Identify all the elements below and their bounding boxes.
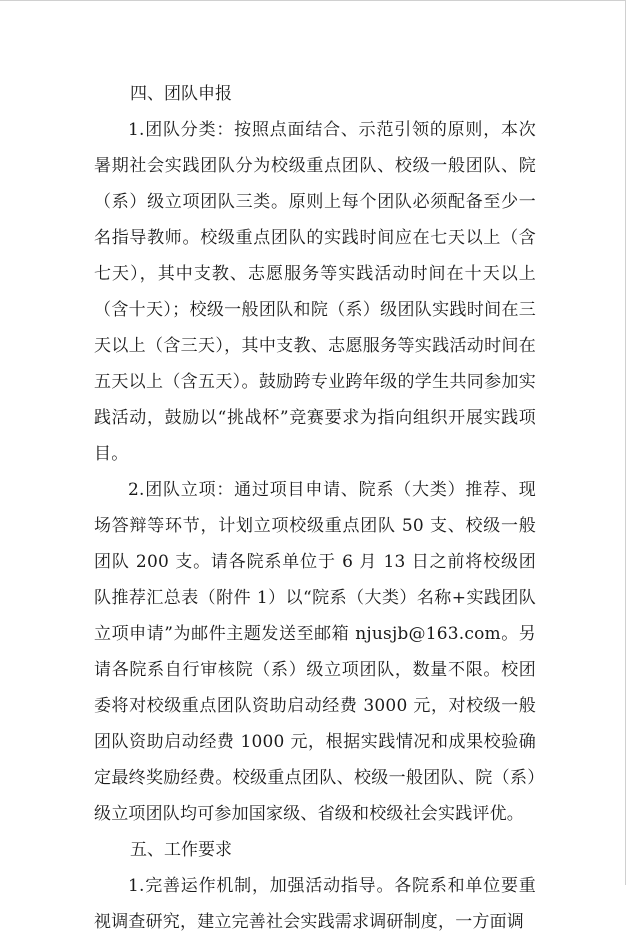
paragraph-team-classification: 1.团队分类：按照点面结合、示范引领的原则，本次暑期社会实践团队分为校级重点团队、校级一般团队、院（系）级立项团队三类。原则上每个团队必须配备至少一名指导教师。校级重点团队的实践时间应在七天以上（含七天），其中支教、志愿服务等实践活动时间在十天以上（含十天）；校级一般团队和院（系）级团队实践时间在三天以上（含三天），其中支教、志愿服务等实践活动时间在五天以上（含五天）。鼓励跨专业跨年级的学生共同参加实践活动，鼓励以“挑战杯”竞赛要求为指向组织开展实践项目。 <box>94 120 536 464</box>
paragraph-operation-mechanism: 1.完善运作机制，加强活动指导。各院系和单位要重视调查研究，建立完善社会实践需求调研制度，一方面调 <box>94 876 536 932</box>
page-border-top <box>0 0 626 1</box>
section-heading-team-application: 四、团队申报 <box>130 84 232 104</box>
section-heading-work-requirements: 五、工作要求 <box>130 840 232 860</box>
paragraph-team-approval: 2.团队立项：通过项目申请、院系（大类）推荐、现场答辩等环节，计划立项校级重点团队 50 支、校级一般团队 200 支。请各院系单位于 6 月 13 日之前将校级团队推荐汇总表（附件 1）以“院系（大类）名称+实践团队立项申请”为邮件主题发送至邮箱 njusjb@163.com。另请各院系自行审核院（系）级立项团队，数量不限。校团委将对校级重点团队资助启动经费 3000 元，对校级一般团队资助启动经费 1000 元，根据实践情况和成果校验确定最终奖励经费。校级重点团队、校级一般团队、院（系）级立项团队均可参加国家级、省级和校级社会实践评优。 <box>94 480 536 824</box>
document-body <box>94 77 536 940</box>
